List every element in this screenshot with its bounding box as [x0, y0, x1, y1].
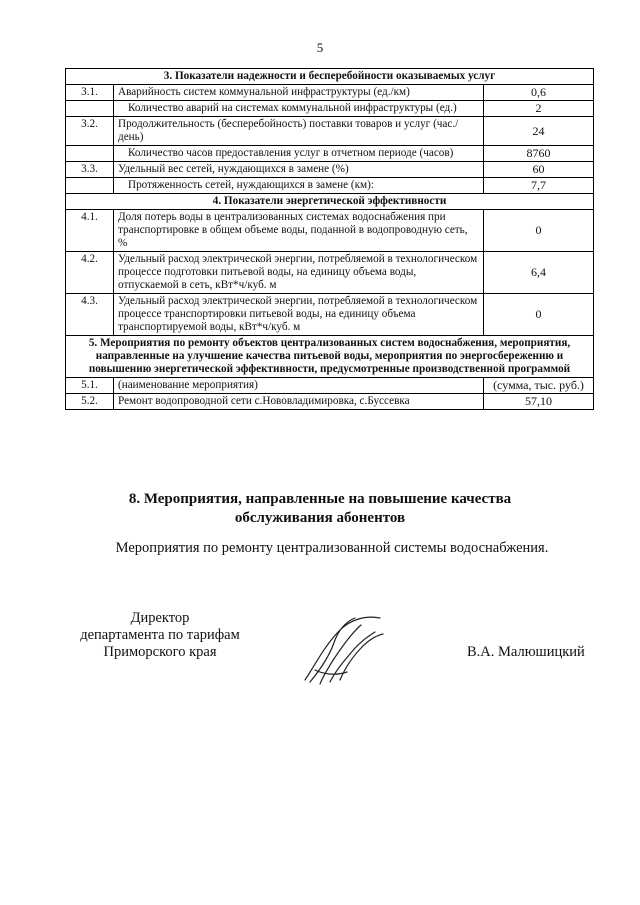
table-row [66, 85, 594, 101]
table-row [66, 178, 594, 194]
row-number: 5.2. [66, 394, 114, 410]
table-row [66, 146, 594, 162]
row-text: Количество аварий на системах коммунальной инфраструктуры (ед.) [114, 101, 484, 117]
row-number: 3.2. [66, 117, 114, 146]
section8-heading [0, 490, 640, 528]
row-value: 0 [484, 294, 594, 336]
table-row [66, 378, 594, 394]
section5-title: 5. Мероприятия по ремонту объектов централизованных систем водоснабжения, мероприятия, направленные на улучшение качества питьевой воды, мероприятия по энергосбережению и повышению энергетической эффективности, предусмотренные производственной программой [66, 336, 594, 378]
section4-header-row [66, 194, 594, 210]
row-text: Продолжительность (бесперебойность) поставки товаров и услуг (час./день) [114, 117, 484, 146]
row-value: 6,4 [484, 252, 594, 294]
signature-stroke [315, 670, 347, 674]
signatory-name: В.А. Малюшицкий [467, 644, 585, 660]
signatory-title [60, 610, 260, 661]
section8-title-line1: 8. Мероприятия, направленные на повышение качества [128, 491, 512, 507]
table-row [66, 294, 594, 336]
row-text: Количество часов предоставления услуг в отчетном периоде (часов) [114, 146, 484, 162]
row-value: 0 [484, 210, 594, 252]
row-number [66, 178, 114, 194]
table-row [66, 252, 594, 294]
signatory-title-line3: Приморского края [103, 644, 217, 660]
section4-title: 4. Показатели энергетической эффективности [66, 194, 594, 210]
signature-stroke [310, 618, 355, 682]
row-value: 2 [484, 101, 594, 117]
row-value: 57,10 [484, 394, 594, 410]
row-number: 4.3. [66, 294, 114, 336]
row-number: 3.3. [66, 162, 114, 178]
row-number: 4.1. [66, 210, 114, 252]
row-number: 3.1. [66, 85, 114, 101]
row-value: 24 [484, 117, 594, 146]
row-text: Ремонт водопроводной сети с.Нововладимировка, с.Буссевка [114, 394, 484, 410]
table-row [66, 394, 594, 410]
row-text: Удельный расход электрической энергии, потребляемой в технологическом процессе транспортировки питьевой воды, на единицу объема транспортируемой воды, кВт*ч/куб. м [114, 294, 484, 336]
handwritten-signature [295, 610, 390, 690]
indicators-table [65, 68, 594, 410]
row-value: (сумма, тыс. руб.) [484, 378, 594, 394]
row-number [66, 101, 114, 117]
row-number: 4.2. [66, 252, 114, 294]
row-text: Протяженность сетей, нуждающихся в замене (км): [114, 178, 484, 194]
row-value: 60 [484, 162, 594, 178]
row-number: 5.1. [66, 378, 114, 394]
row-text: Доля потерь воды в централизованных системах водоснабжения при транспортировке в общем объеме воды, поданной в водопроводную сеть, % [114, 210, 484, 252]
table-row [66, 210, 594, 252]
section3-title: 3. Показатели надежности и бесперебойности оказываемых услуг [66, 69, 594, 85]
section8-text: Мероприятия по ремонту централизованной системы водоснабжения. [115, 540, 549, 556]
row-text: Удельный вес сетей, нуждающихся в замене (%) [114, 162, 484, 178]
section5-header-row [66, 336, 594, 378]
row-text: (наименование мероприятия) [114, 378, 484, 394]
row-value: 7,7 [484, 178, 594, 194]
section8-title-line2: обслуживания абонентов [234, 510, 406, 526]
section3-header-row [66, 69, 594, 85]
row-text: Удельный расход электрической энергии, потребляемой в технологическом процессе подготовки питьевой воды, на единицу объема воды, отпускаемой в сеть, кВт*ч/куб. м [114, 252, 484, 294]
page-number: 5 [316, 40, 324, 55]
row-text: Аварийность систем коммунальной инфраструктуры (ед./км) [114, 85, 484, 101]
row-number [66, 146, 114, 162]
row-value: 0,6 [484, 85, 594, 101]
signatory-title-line2: департамента по тарифам [80, 627, 240, 643]
table-row [66, 101, 594, 117]
table-row [66, 117, 594, 146]
signatory-title-line1: Директор [130, 610, 190, 626]
row-value: 8760 [484, 146, 594, 162]
table-row [66, 162, 594, 178]
